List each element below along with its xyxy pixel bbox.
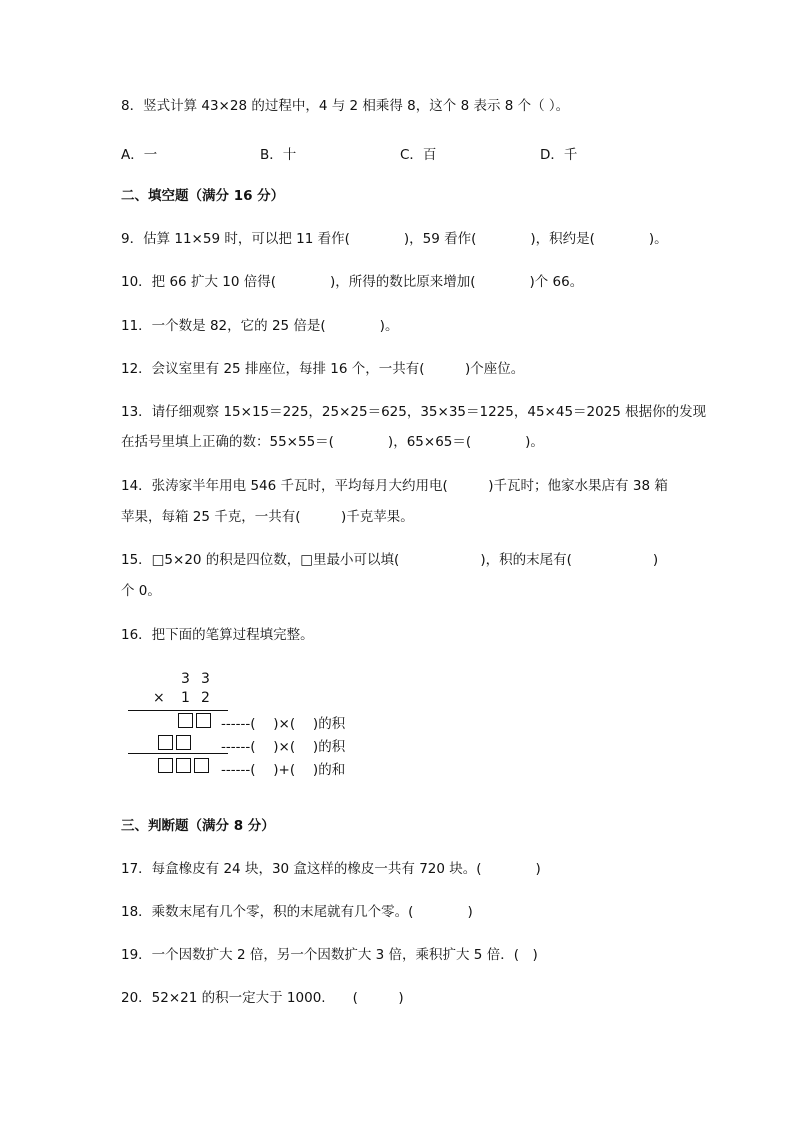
option-a[interactable]: A．一: [121, 147, 158, 163]
top-digit-ones: 3: [201, 671, 210, 687]
vertical-multiplication: [120, 668, 420, 783]
question-10: 10．把 66 扩大 10 倍得( )，所得的数比原来增加( )个 66。: [121, 274, 584, 290]
answer-box[interactable]: [176, 735, 191, 750]
question-13-line-2: 在括号里填上正确的数：55×55＝( )，65×65＝( )。: [121, 434, 544, 450]
answer-box[interactable]: [158, 758, 173, 773]
question-8: 8．竖式计算 43×28 的过程中，4 与 2 相乘得 8，这个 8 表示 8 个（ ）。: [121, 98, 570, 114]
question-9: 9．估算 11×59 时，可以把 11 看作( )，59 看作( )，积约是( )。: [121, 231, 668, 247]
times-sign: ×: [153, 690, 165, 706]
bottom-digit-ones: 2: [201, 690, 210, 706]
question-14-line-1: 14．张涛家半年用电 546 千瓦时，平均每月大约用电( )千瓦时；他家水果店有 38 箱: [121, 478, 668, 494]
option-c[interactable]: C．百: [400, 147, 437, 163]
top-digit-tens: 3: [181, 671, 190, 687]
question-12: 12．会议室里有 25 排座位，每排 16 个，一共有( )个座位。: [121, 361, 525, 377]
answer-box[interactable]: [194, 758, 209, 773]
option-b[interactable]: B．十: [260, 147, 297, 163]
question-16: 16．把下面的笔算过程填完整。: [121, 627, 314, 643]
question-15-line-1: 15．□5×20 的积是四位数，□里最小可以填( )，积的末尾有( ): [121, 552, 659, 568]
row-2-note: ------( )×( )的积: [221, 739, 346, 755]
row-3-note: ------( )+( )的和: [221, 762, 346, 778]
question-20: 20．52×21 的积一定大于 1000. ( ): [121, 990, 404, 1006]
question-18: 18．乘数末尾有几个零，积的末尾就有几个零。( ): [121, 904, 473, 920]
question-13-line-1: 13．请仔细观察 15×15＝225，25×25＝625，35×35＝1225，45×45＝2025 根据你的发现: [121, 404, 707, 420]
answer-box[interactable]: [176, 758, 191, 773]
answer-box[interactable]: [196, 713, 211, 728]
answer-box[interactable]: [178, 713, 193, 728]
section-3-title: 三、判断题（满分 8 分）: [121, 818, 275, 834]
section-2-title: 二、填空题（满分 16 分）: [121, 188, 285, 204]
question-14-line-2: 苹果，每箱 25 千克，一共有( )千克苹果。: [121, 509, 414, 525]
question-11: 11．一个数是 82，它的 25 倍是( )。: [121, 318, 399, 334]
answer-box[interactable]: [158, 735, 173, 750]
question-19: 19．一个因数扩大 2 倍，另一个因数扩大 3 倍，乘积扩大 5 倍．( ): [121, 947, 538, 963]
second-rule: [128, 753, 228, 754]
bottom-digit-tens: 1: [181, 690, 190, 706]
option-d[interactable]: D．千: [540, 147, 578, 163]
first-rule: [128, 710, 228, 711]
question-15-line-2: 个 0。: [121, 583, 161, 599]
question-17: 17．每盒橡皮有 24 块，30 盒这样的橡皮一共有 720 块。( ): [121, 861, 541, 877]
row-1-note: ------( )×( )的积: [221, 716, 346, 732]
